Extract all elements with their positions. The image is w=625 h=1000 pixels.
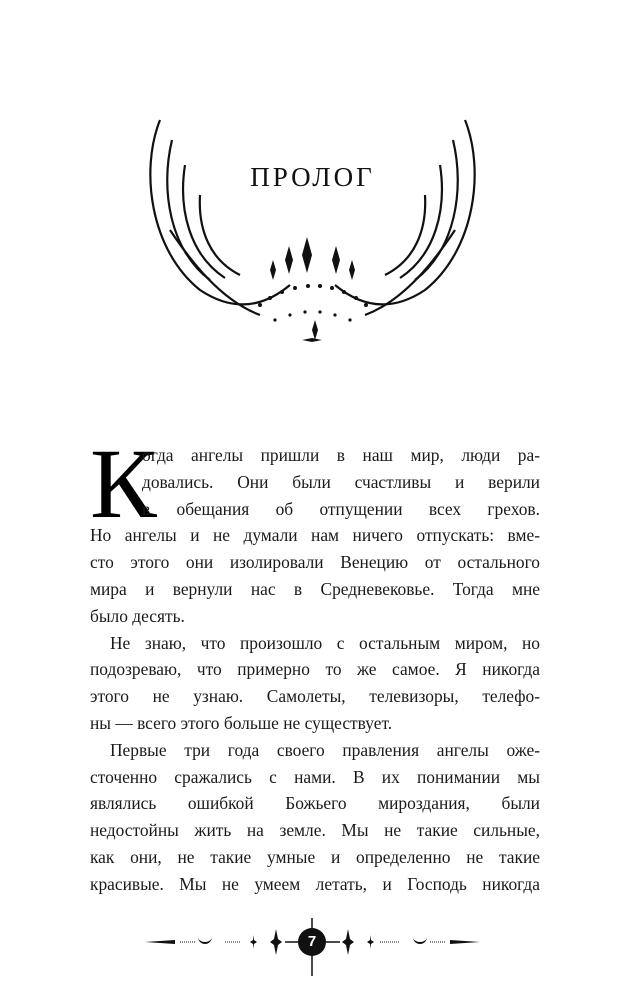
text-line: Но ангелы и не думали нам ничего отпускать: вме- (90, 525, 540, 546)
chapter-title: ПРОЛОГ (250, 162, 375, 192)
text-line: огда ангелы пришли в наш мир, люди ра- (142, 445, 540, 465)
page-number: 7 (307, 933, 317, 950)
text-line: являлись ошибкой Божьего мироздания, были (90, 793, 540, 814)
text-line: подозреваю, что примерно то же самое. Я никогда (90, 659, 540, 680)
text-line: этого не узнаю. Самолеты, телевизоры, телефо- (90, 686, 540, 707)
text-line: недостойны жить на земле. Мы не такие сильные, (90, 820, 540, 841)
text-line: Первые три года своего правления ангелы оже- (110, 739, 540, 760)
text-line: сто этого они изолировали Венецию от остального (90, 552, 540, 573)
text-line: ны — всего этого больше не существует. (90, 712, 393, 733)
text-line: красивые. Мы не умеем летать, и Господь никогда (90, 873, 540, 894)
text-line: было десять. (90, 605, 185, 626)
body-text (90, 442, 540, 898)
text-line: как они, не такие умные и определенно не такие (90, 846, 540, 867)
text-line: в обещания об отпущении всех грехов. (142, 498, 540, 519)
text-line: довались. Они были счастливы и верили (142, 471, 540, 492)
angel-wings-ornament (140, 110, 485, 360)
drop-cap: К (90, 428, 157, 539)
text-line: Не знаю, что произошло с остальным миром, но (110, 632, 540, 653)
text-line: сточенно сражались с нами. В их понимании мы (90, 766, 540, 787)
text-line: мира и вернули нас в Средневековье. Тогда мне (90, 578, 540, 599)
